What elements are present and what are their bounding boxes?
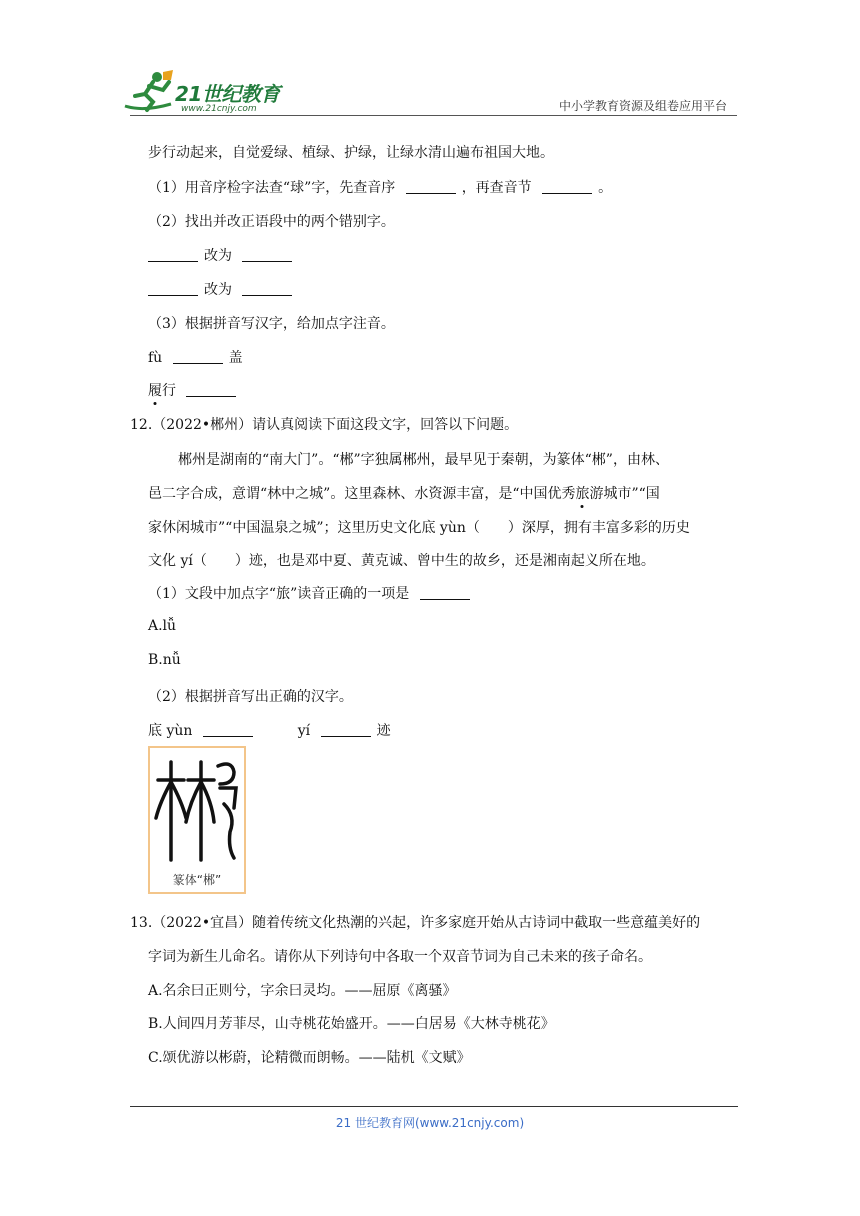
pinyin-answer-row: 底 yùn yí 迹 — [148, 723, 391, 739]
option-a[interactable]: A.lǚ — [148, 618, 177, 634]
footer-divider — [130, 1106, 738, 1107]
seal-script-chen-icon — [150, 752, 244, 872]
option-c: C.颂优游以彬蔚，论精微而朗畅。——陆机《文赋》 — [148, 1050, 471, 1066]
correction-row-2: 改为 — [148, 279, 298, 299]
correct-char-blank[interactable] — [242, 247, 292, 262]
question-12-title: 12.（2022•郴州）请认真阅读下面这段文字，回答以下问题。 — [130, 417, 519, 433]
option-b: B.人间四月芳菲尽，山寺桃花始盛开。——白居易《大林寺桃花》 — [148, 1016, 555, 1032]
passage-line: 文化 yí（ ）迹，也是邓中夏、黄克诚、曾中生的故乡，还是湘南起义所在地。 — [148, 553, 655, 569]
question-1: （1）用音序检字法查“球”字，先查音序 ，再查音节 。 — [148, 180, 613, 196]
logo-text: 21世纪教育 — [175, 82, 280, 106]
option-a: A.名余曰正则兮，字余曰灵均。——屈原《离骚》 — [148, 983, 457, 999]
pinyin-row-lu: 履行 — [148, 380, 242, 400]
hanzi-blank-yun[interactable] — [203, 722, 253, 737]
wrong-char-blank[interactable] — [148, 247, 198, 262]
answer-blank-yinjie[interactable] — [542, 179, 592, 194]
option-b[interactable]: B.nǚ — [148, 652, 181, 668]
pinyin-row-fu: fù 盖 — [148, 350, 243, 366]
seal-script-image — [148, 746, 246, 894]
correction-row-1: 改为 — [148, 245, 298, 265]
logo — [123, 68, 298, 116]
passage-line: 邑二字合成，意谓“林中之城”。这里森林、水资源丰富，是“中国优秀旅游城市”“国 — [148, 486, 660, 502]
intro-line: 步行动起来，自觉爱绿、植绿、护绿，让绿水清山遍布祖国大地。 — [148, 145, 554, 161]
question-13-line-2: 字词为新生儿命名。请你从下列诗句中各取一个双音节词为自己未来的孩子命名。 — [148, 949, 652, 965]
question-13-line-1: 13.（2022•宜昌）随着传统文化热潮的兴起，许多家庭开始从古诗词中截取一些意蕴美好的 — [130, 915, 701, 931]
seal-caption: 篆体“郴” — [172, 873, 222, 887]
question-3: （3）根据拼音写汉字，给加点字注音。 — [148, 316, 395, 332]
passage-line: 家休闲城市”“中国温泉之城”；这里历史文化底 yùn（ ）深厚，拥有丰富多彩的历史 — [148, 520, 690, 536]
passage-line: 郴州是湖南的“南大门”。“郴”字独属郴州，最早见于秦朝，为篆体“郴”，由林、 — [178, 452, 669, 468]
correct-char-blank[interactable] — [242, 281, 292, 296]
question-12-2: （2）根据拼音写出正确的汉字。 — [148, 689, 353, 705]
question-12-1: （1）文段中加点字“旅”读音正确的一项是 — [148, 583, 476, 603]
answer-blank-yinxu[interactable] — [406, 179, 456, 194]
page-header — [0, 0, 860, 125]
runner-logo-icon — [123, 68, 183, 116]
logo-url: www.21cnjy.com — [181, 104, 257, 114]
pinyin-blank[interactable] — [186, 382, 236, 397]
hanzi-blank-yi[interactable] — [321, 722, 371, 737]
hanzi-blank[interactable] — [173, 349, 223, 364]
question-2: （2）找出并改正语段中的两个错别字。 — [148, 214, 395, 230]
footer-link[interactable]: 21 世纪教育网(www.21cnjy.com) — [335, 1116, 525, 1130]
header-platform-name: 中小学教育资源及组卷应用平台 — [558, 99, 727, 113]
wrong-char-blank[interactable] — [148, 281, 198, 296]
answer-blank[interactable] — [420, 585, 470, 600]
header-divider — [130, 115, 737, 116]
